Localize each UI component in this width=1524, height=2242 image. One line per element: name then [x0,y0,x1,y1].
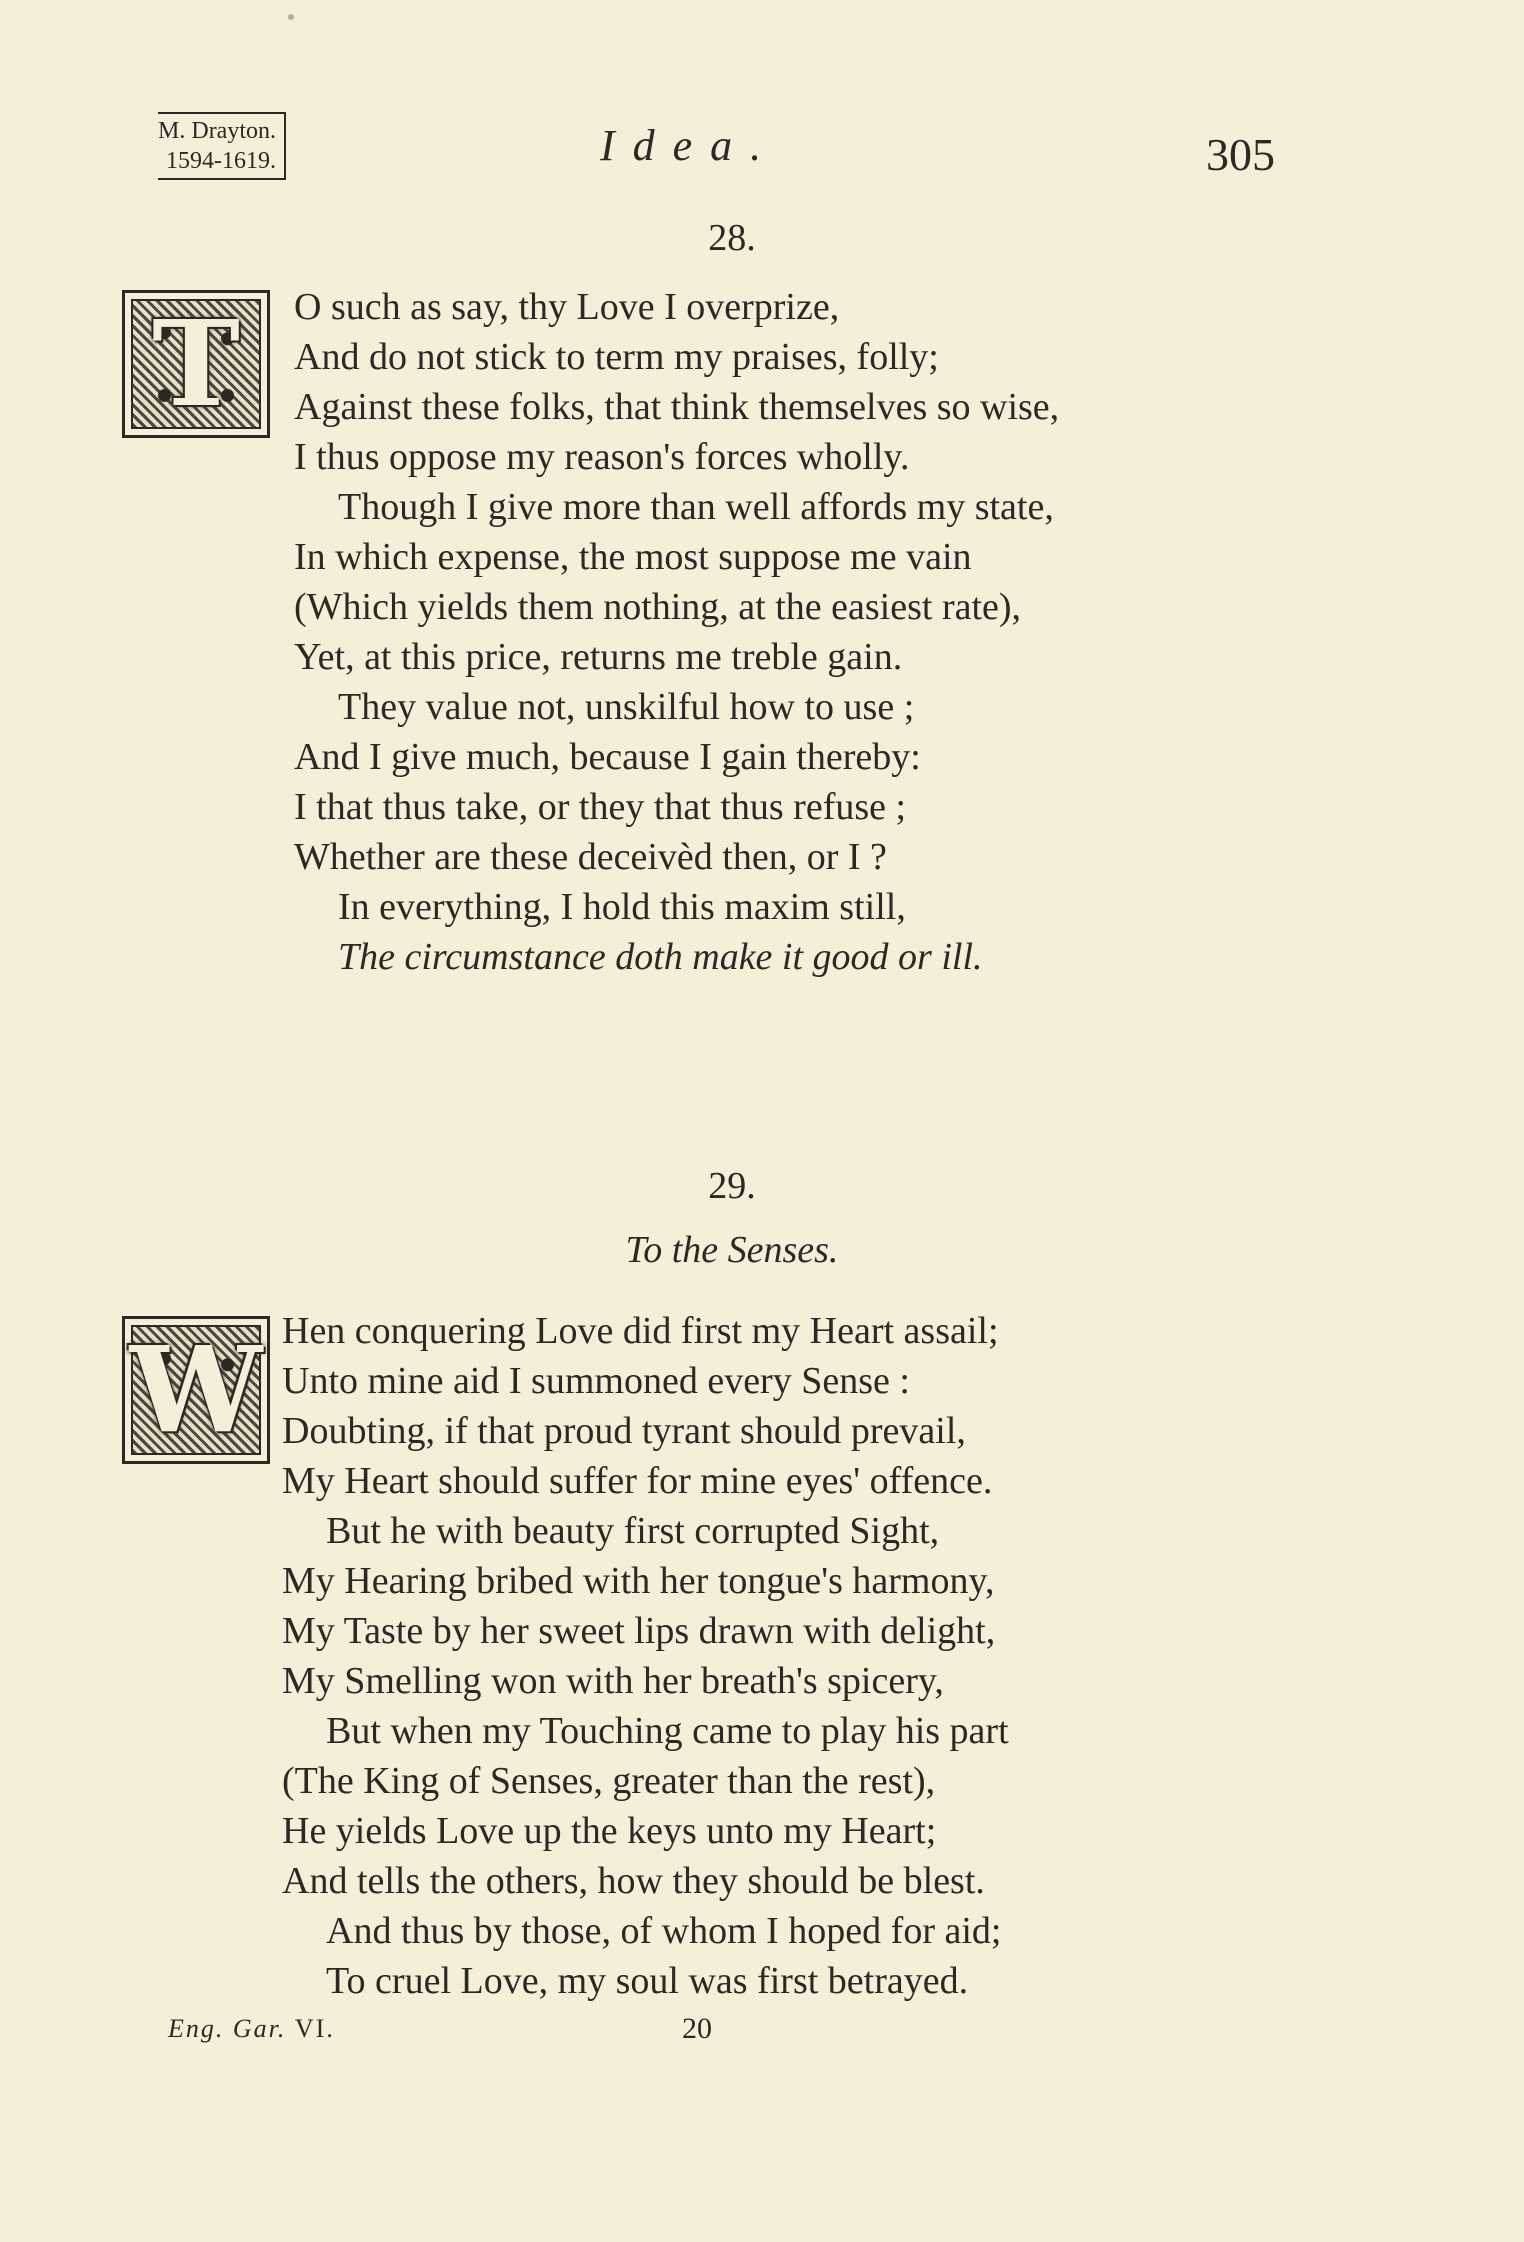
verse-line: Against these folks, that think themselves so wise, [294,386,1060,428]
page-number: 305 [1206,129,1275,180]
series-name: Eng. Gar. [168,2014,287,2043]
running-head-title: Idea. [600,121,780,170]
dropcap-w [122,1316,270,1464]
dropcap-t [122,290,270,438]
author-dates: 1594-1619. [166,148,276,174]
verse-line: The circumstance doth make it good or ill. [338,936,983,978]
verse-line: And I give much, because I gain thereby: [294,736,921,778]
verse-line: Unto mine aid I summoned every Sense : [282,1360,910,1402]
verse-line: And do not stick to term my praises, folly; [294,336,939,378]
verse-line: O such as say, thy Love I overprize, [294,286,840,328]
dropcap-letter: T [152,294,240,433]
verse-line: I that thus take, or they that thus refuse ; [294,786,907,828]
paper-speck [288,14,294,20]
verse-line: In which expense, the most suppose me vain [294,536,972,578]
verse-line: Whether are these deceivèd then, or I ? [294,836,887,878]
running-head-author [116,112,286,180]
author-bracket [158,112,286,180]
verse-line: My Smelling won with her breath's spicery, [282,1660,944,1702]
verse-line: (Which yields them nothing, at the easiest rate), [294,586,1022,628]
verse-line: Doubting, if that proud tyrant should prevail, [282,1410,966,1452]
verse-line: To cruel Love, my soul was first betrayed. [326,1960,969,2002]
verse-line: My Hearing bribed with her tongue's harmony, [282,1560,995,1602]
verse-line: I thus oppose my reason's forces wholly. [294,436,910,478]
verse-line: (The King of Senses, greater than the rest), [282,1760,936,1802]
series-volume: VI. [294,2014,335,2043]
verse-line: They value not, unskilful how to use ; [338,686,915,728]
verse-line: Though I give more than well affords my state, [338,486,1054,528]
verse-line: In everything, I hold this maxim still, [338,886,906,928]
verse-line: But he with beauty first corrupted Sight, [326,1510,940,1552]
verse-line: He yields Love up the keys unto my Heart; [282,1810,937,1852]
dropcap-ornament [131,294,261,433]
verse-line: And tells the others, how they should be blest. [282,1860,985,1902]
author-name: M. Drayton. [158,118,276,144]
verse-line: And thus by those, of whom I hoped for aid; [326,1910,1002,1952]
sonnet-28-number: 28. [708,217,756,259]
sonnet-29-title: To the Senses. [625,1229,839,1271]
signature-mark: 20 [682,2012,712,2045]
dropcap-letter: W [129,1320,263,1459]
sonnet-29-verse [282,1306,1009,2006]
sonnet-28-verse [294,282,1059,982]
dropcap-ornament [129,1320,263,1459]
verse-line: Yet, at this price, returns me treble gain. [294,636,903,678]
verse-line: Hen conquering Love did first my Heart assail; [282,1310,999,1352]
verse-line: My Taste by her sweet lips drawn with delight, [282,1610,996,1652]
footer-series [168,2014,335,2044]
verse-line: But when my Touching came to play his part [326,1710,1009,1752]
verse-line: My Heart should suffer for mine eyes' offence. [282,1460,993,1502]
sonnet-29-number: 29. [708,1165,756,1207]
